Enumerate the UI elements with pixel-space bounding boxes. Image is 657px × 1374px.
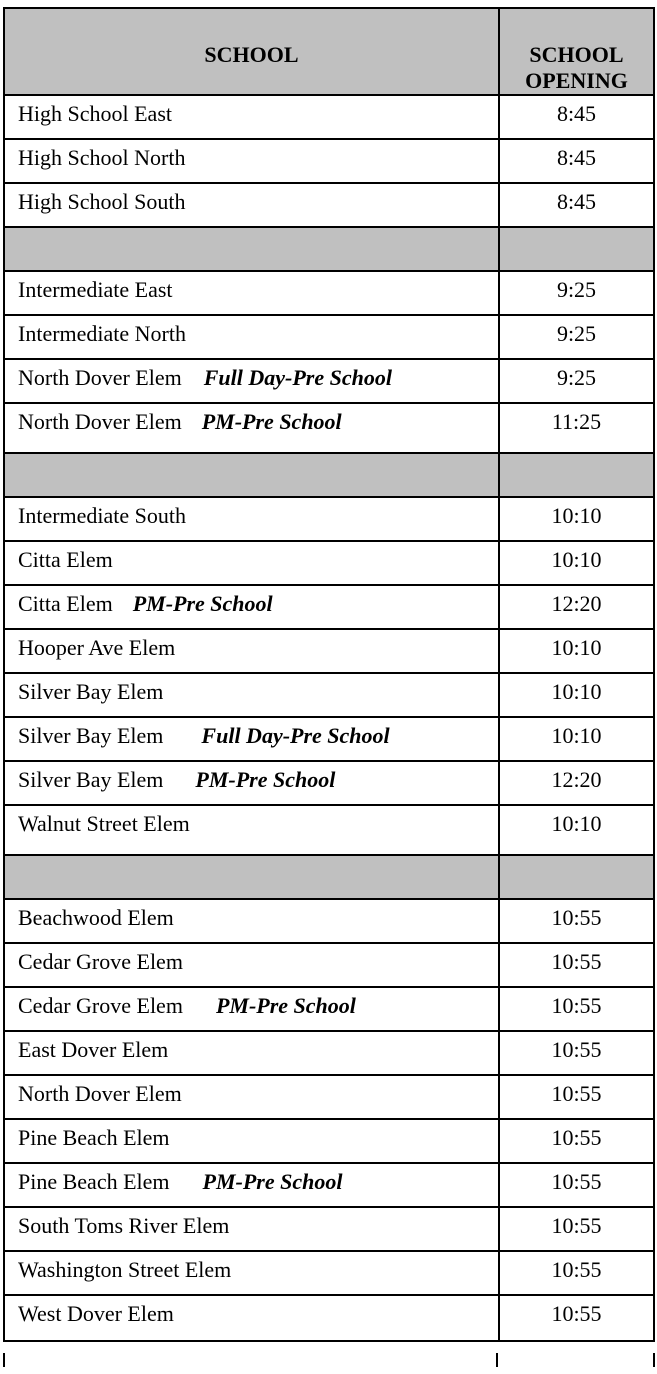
school-name-cell <box>5 272 500 314</box>
table-row <box>3 316 655 360</box>
opening-time-cell <box>500 988 653 1030</box>
opening-time: 10:55 <box>551 1257 602 1282</box>
table-row <box>3 96 655 140</box>
left-border-stub <box>3 1353 5 1367</box>
opening-time: 10:10 <box>551 635 602 660</box>
opening-time-cell <box>500 586 653 628</box>
divider-cell <box>500 856 653 898</box>
table-row <box>3 184 655 228</box>
opening-time: 10:55 <box>551 949 602 974</box>
opening-time: 10:10 <box>551 723 602 748</box>
table-row <box>3 718 655 762</box>
school-name-cell <box>5 140 500 182</box>
school-name: Cedar Grove Elem <box>18 949 183 974</box>
table-row <box>3 1120 655 1164</box>
section-divider-row <box>3 228 655 272</box>
opening-time: 10:10 <box>551 503 602 528</box>
program-note: PM-Pre School <box>215 993 356 1018</box>
school-opening-column-header <box>500 9 653 94</box>
table-row <box>3 1208 655 1252</box>
school-name-cell <box>5 988 500 1030</box>
opening-time: 10:55 <box>551 1169 602 1194</box>
school-name-cell <box>5 900 500 942</box>
school-name: North Dover Elem <box>18 409 182 434</box>
opening-time: 8:45 <box>556 189 597 214</box>
opening-time-cell <box>500 1208 653 1250</box>
program-note: PM-Pre School <box>202 1169 343 1194</box>
opening-time: 8:45 <box>556 145 597 170</box>
table-row <box>3 630 655 674</box>
program-note: PM-Pre School <box>132 591 273 616</box>
opening-time: 8:45 <box>556 101 597 126</box>
divider-cell <box>5 856 500 898</box>
school-name-cell <box>5 1252 500 1294</box>
program-note: Full Day-Pre School <box>203 365 392 390</box>
opening-time: 9:25 <box>556 365 597 390</box>
section-divider-row <box>3 454 655 498</box>
table-continuation-stub <box>3 1353 655 1367</box>
opening-time-cell <box>500 674 653 716</box>
school-name-cell <box>5 806 500 854</box>
school-name: Intermediate South <box>18 503 187 528</box>
opening-time-cell <box>500 1252 653 1294</box>
opening-time-cell <box>500 316 653 358</box>
opening-time-cell <box>500 1120 653 1162</box>
table-row <box>3 900 655 944</box>
opening-time-cell <box>500 140 653 182</box>
school-name: Citta Elem <box>18 547 113 572</box>
school-name-cell <box>5 944 500 986</box>
table-row <box>3 360 655 404</box>
school-name-cell <box>5 718 500 760</box>
table-row <box>3 762 655 806</box>
school-name: High School South <box>18 189 186 214</box>
school-name-cell <box>5 674 500 716</box>
opening-time: 10:10 <box>551 811 602 836</box>
school-name-cell <box>5 1164 500 1206</box>
school-name-cell <box>5 1076 500 1118</box>
school-name: Pine Beach Elem <box>18 1169 170 1194</box>
school-name-cell <box>5 542 500 584</box>
opening-time: 10:55 <box>551 1213 602 1238</box>
opening-time-cell <box>500 184 653 226</box>
school-name-cell <box>5 360 500 402</box>
table-row <box>3 674 655 718</box>
school-name: Beachwood Elem <box>18 905 174 930</box>
opening-time-cell <box>500 404 653 452</box>
opening-time-cell <box>500 762 653 804</box>
school-name: Pine Beach Elem <box>18 1125 170 1150</box>
opening-time-cell <box>500 1296 653 1340</box>
table-row <box>3 404 655 454</box>
divider-cell <box>500 454 653 496</box>
opening-time: 10:10 <box>551 679 602 704</box>
school-name-cell <box>5 1032 500 1074</box>
opening-time-cell <box>500 1076 653 1118</box>
school-name: North Dover Elem <box>18 365 182 390</box>
school-name: Hooper Ave Elem <box>18 635 176 660</box>
middle-border-stub <box>496 1353 498 1367</box>
school-name: South Toms River Elem <box>18 1213 230 1238</box>
school-name-cell <box>5 1208 500 1250</box>
divider-cell <box>5 454 500 496</box>
right-border-stub <box>653 1353 655 1367</box>
school-name-cell <box>5 1120 500 1162</box>
table-header-row <box>3 7 655 96</box>
opening-time-cell <box>500 1032 653 1074</box>
opening-time-cell <box>500 360 653 402</box>
divider-cell <box>5 228 500 270</box>
school-name: Walnut Street Elem <box>18 811 190 836</box>
school-name: Silver Bay Elem <box>18 679 164 704</box>
table-row <box>3 1252 655 1296</box>
opening-time-cell <box>500 272 653 314</box>
opening-time-cell <box>500 542 653 584</box>
opening-time: 10:10 <box>551 547 602 572</box>
opening-time: 10:55 <box>551 1037 602 1062</box>
school-name: North Dover Elem <box>18 1081 182 1106</box>
program-note: PM-Pre School <box>201 409 342 434</box>
school-name-cell <box>5 762 500 804</box>
school-name: High School East <box>18 101 172 126</box>
school-name-cell <box>5 498 500 540</box>
opening-time: 12:20 <box>551 591 602 616</box>
opening-time: 12:20 <box>551 767 602 792</box>
school-name: High School North <box>18 145 186 170</box>
school-name-cell <box>5 630 500 672</box>
opening-time: 10:55 <box>551 1125 602 1150</box>
school-name-cell <box>5 184 500 226</box>
opening-time-cell <box>500 944 653 986</box>
school-name: East Dover Elem <box>18 1037 169 1062</box>
table-row <box>3 140 655 184</box>
school-name-cell <box>5 586 500 628</box>
table-row <box>3 542 655 586</box>
opening-time: 10:55 <box>551 1301 602 1326</box>
opening-time: 10:55 <box>551 905 602 930</box>
school-name-cell <box>5 1296 500 1340</box>
school-name: West Dover Elem <box>18 1301 174 1326</box>
table-row <box>3 586 655 630</box>
program-note: PM-Pre School <box>195 767 336 792</box>
school-header-label: SCHOOL <box>204 42 299 67</box>
opening-time-cell <box>500 1164 653 1206</box>
opening-time: 11:25 <box>551 409 602 434</box>
table-row <box>3 498 655 542</box>
opening-time-cell <box>500 806 653 854</box>
opening-time: 9:25 <box>556 321 597 346</box>
school-name: Washington Street Elem <box>18 1257 232 1282</box>
school-name: Cedar Grove Elem <box>18 993 183 1018</box>
school-column-header <box>5 9 500 94</box>
school-name-cell <box>5 404 500 452</box>
opening-time-cell <box>500 718 653 760</box>
table-row <box>3 272 655 316</box>
table-row <box>3 1076 655 1120</box>
school-name: Intermediate East <box>18 277 173 302</box>
opening-time-cell <box>500 498 653 540</box>
table-row <box>3 988 655 1032</box>
opening-time: 10:55 <box>551 993 602 1018</box>
table-row <box>3 806 655 856</box>
table-row <box>3 1164 655 1208</box>
school-name: Silver Bay Elem <box>18 767 164 792</box>
school-name: Citta Elem <box>18 591 113 616</box>
divider-cell <box>500 228 653 270</box>
opening-header-line1: SCHOOL <box>529 42 624 67</box>
opening-time: 9:25 <box>556 277 597 302</box>
program-note: Full Day-Pre School <box>201 723 390 748</box>
table-row <box>3 1032 655 1076</box>
opening-time-cell <box>500 630 653 672</box>
section-divider-row <box>3 856 655 900</box>
opening-time: 10:55 <box>551 1081 602 1106</box>
school-name-cell <box>5 96 500 138</box>
opening-time-cell <box>500 900 653 942</box>
school-name: Intermediate North <box>18 321 186 346</box>
opening-header-line2: OPENING <box>525 68 628 93</box>
table-row <box>3 1296 655 1342</box>
table-row <box>3 944 655 988</box>
school-opening-table <box>3 7 655 1342</box>
school-name-cell <box>5 316 500 358</box>
opening-time-cell <box>500 96 653 138</box>
school-name: Silver Bay Elem <box>18 723 164 748</box>
